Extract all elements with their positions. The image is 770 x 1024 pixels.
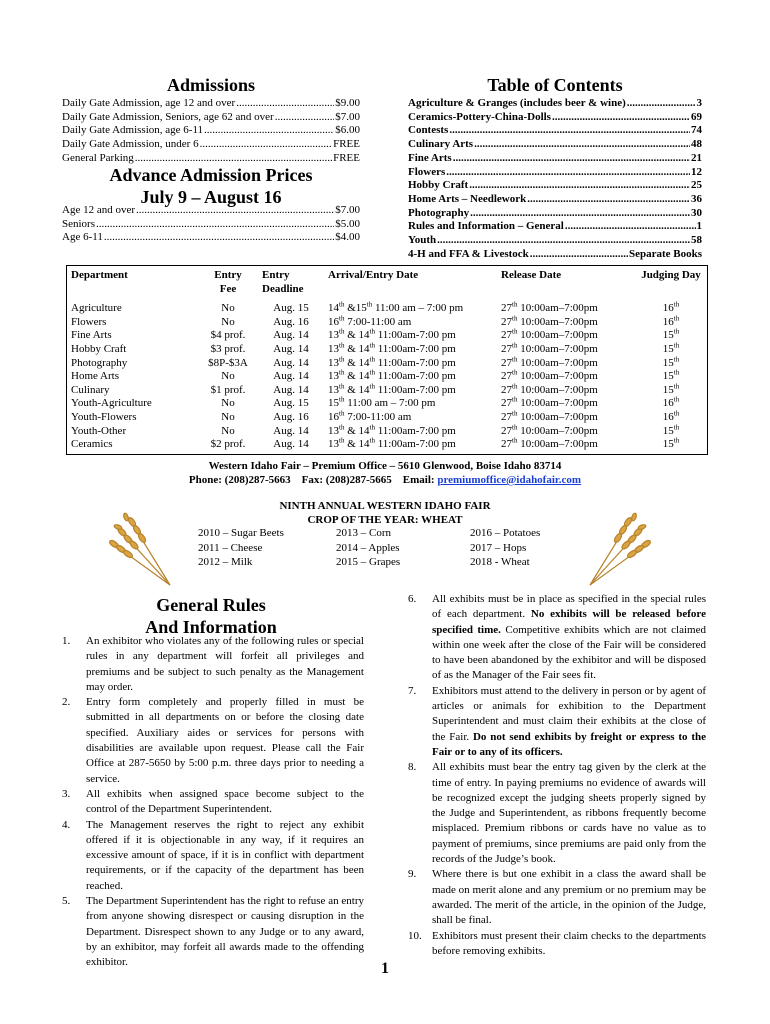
cell-judging: 15th <box>662 382 680 396</box>
cell-release: 27th 10:00am–7:00pm <box>501 382 598 396</box>
crop-years-col2 <box>336 526 466 570</box>
office-contacts <box>0 473 770 487</box>
rule-item: 5. The Department Superintendent has the right to refuse an entry from anyone showing disrespect or causing disruption in the Department. Disrespect shown to any Judge or to any award, by an exhibitor, may forfeit all awards made to the offending exhibitor. <box>62 895 364 969</box>
row-label: Hobby Craft <box>408 179 469 192</box>
toc-item <box>408 234 702 248</box>
cell-entry-deadline: Aug. 14 <box>273 342 309 355</box>
rules-title-line2: And Information <box>145 617 277 637</box>
rule-item: 2. Entry form completely and properly filled in must be submitted in all departments on or before the closing date specified. Auxiliary aides or services for persons with disabilities are available upon request. Please call the Fair Office at 287-5650 by 5:00 p.m. three days prior to needing a service. <box>62 696 364 785</box>
cell-arrival: 13th & 14th 11:00am-7:00 pm <box>328 354 456 369</box>
row-label: Ceramics-Pottery-China-Dolls <box>408 110 551 123</box>
cell-entry-fee: No <box>221 424 235 437</box>
crop-year-item: 2014 – Apples <box>336 541 400 554</box>
crop-year-item: 2015 – Grapes <box>336 556 401 568</box>
cell-judging: 16th <box>662 395 680 410</box>
cell-entry-deadline: Aug. 14 <box>273 383 309 396</box>
row-label: General Parking <box>62 151 134 164</box>
cell-department: Home Arts <box>71 370 119 383</box>
cell-release: 27th 10:00am–7:00pm <box>501 422 598 437</box>
leader-row <box>62 111 360 125</box>
cell-entry-deadline: Aug. 16 <box>273 410 309 423</box>
row-value: $6.00 <box>335 124 360 137</box>
dot-leader <box>565 220 696 234</box>
dot-leader <box>527 193 690 207</box>
page-number: 1 <box>381 960 389 977</box>
cell-arrival: 16th 7:00-11:00 am <box>328 409 412 423</box>
leader-row <box>62 124 360 138</box>
table-row <box>67 397 707 411</box>
leader-row <box>62 218 360 232</box>
cell-release: 27th 10:00am–7:00pm <box>501 327 598 342</box>
dot-leader <box>96 218 334 232</box>
cell-arrival: 13th & 14th 11:00am-7:00 pm <box>328 422 456 437</box>
table-row <box>67 370 707 384</box>
crop-years-col3 <box>470 526 600 570</box>
crop-year-item: 2010 – Sugar Beets <box>198 527 284 539</box>
row-label: Agriculture & Granges (includes beer & wine) <box>408 97 626 109</box>
cell-judging: 16th <box>662 409 680 423</box>
row-value: 36 <box>691 192 702 205</box>
department-table <box>67 269 707 452</box>
toc-item <box>408 220 702 234</box>
cell-entry-fee: $1 prof. <box>210 383 246 396</box>
dot-leader <box>449 124 690 138</box>
department-table-frame <box>66 265 708 455</box>
rules-right-column <box>408 592 706 959</box>
crop-year-item: 2016 – Potatoes <box>470 527 541 539</box>
cell-department: Flowers <box>71 315 107 328</box>
row-value: 21 <box>691 151 702 164</box>
cell-judging: 15th <box>662 341 680 355</box>
cell-department: Youth-Agriculture <box>71 397 152 410</box>
col-header-judging: Judging Day <box>641 269 701 281</box>
toc-item <box>408 152 702 166</box>
dot-leader <box>437 234 690 248</box>
cell-arrival: 13th & 14th 11:00am-7:00 pm <box>328 382 456 396</box>
row-label: Fine Arts <box>408 151 452 164</box>
toc-item <box>408 138 702 152</box>
office-address: Western Idaho Fair – Premium Office – 5610 Glenwood, Boise Idaho 83714 <box>208 460 562 472</box>
cell-entry-fee: No <box>221 410 235 423</box>
table-row <box>67 357 707 371</box>
crop-title-line2: CROP OF THE YEAR: WHEAT <box>307 513 463 526</box>
row-label: 4-H and FFA & Livestock <box>408 247 529 260</box>
crop-year-item: 2013 – Corn <box>336 527 391 539</box>
cell-judging: 15th <box>662 327 680 342</box>
cell-entry-deadline: Aug. 14 <box>273 424 309 437</box>
row-value: 30 <box>691 206 702 219</box>
dot-leader <box>469 179 690 193</box>
rules-title-line1: General Rules <box>156 595 266 615</box>
rule-item: 7. Exhibitors must attend to the delivery in person or by agent of articles or animals for exhibition to the Department Superintendent and must claim their exhibits at the close of the Fair. Do not send exhibits by freight or express to the Fair or to any of its officers. <box>408 684 706 758</box>
admissions-list <box>62 97 360 166</box>
table-row <box>67 384 707 398</box>
col-header-department: Department <box>71 269 128 281</box>
rule-item: 1. An exhibitor who violates any of the following rules or special rules in any department will forfeit all privileges and premiums and be subject to such penalty as the Management may order. <box>62 635 364 693</box>
rule-item: 10. Exhibitors must present their claim checks to the departments before removing exhibits. <box>408 929 706 957</box>
dot-leader <box>474 138 690 152</box>
advance-list <box>62 204 360 245</box>
cell-judging: 15th <box>662 354 680 369</box>
crop-year-item: 2017 – Hops <box>470 541 527 554</box>
advance-title-line2: July 9 – August 16 <box>140 187 282 207</box>
table-row <box>67 343 707 357</box>
table-row <box>67 329 707 343</box>
department-table-body <box>67 302 707 452</box>
cell-release: 27th 10:00am–7:00pm <box>501 354 598 369</box>
crop-year-item: 2018 - Wheat <box>470 556 530 568</box>
dot-leader <box>552 111 690 125</box>
cell-arrival: 15th 11:00 am – 7:00 pm <box>328 395 436 410</box>
row-label: Home Arts – Needlework <box>408 192 527 205</box>
office-info <box>0 459 770 487</box>
cell-judging: 15th <box>662 368 680 383</box>
cell-release: 27th 10:00am–7:00pm <box>501 300 598 315</box>
toc-list <box>408 97 702 261</box>
crop-year-item: 2011 – Cheese <box>198 541 263 554</box>
cell-entry-fee: $2 prof. <box>210 438 246 451</box>
office-fax: Fax: (208)287-5665 <box>301 474 392 486</box>
dot-leader <box>453 152 690 166</box>
cell-entry-fee: No <box>221 370 235 383</box>
col-header-entry-fee: Entry Fee <box>214 269 242 295</box>
cell-arrival: 16th 7:00-11:00 am <box>328 314 412 328</box>
advance-title-line1: Advance Admission Prices <box>109 165 313 185</box>
cell-department: Youth-Other <box>71 424 127 437</box>
cell-department: Photography <box>71 356 128 369</box>
dot-leader <box>470 207 690 221</box>
col-header-entry-deadline: Entry Deadline <box>262 269 304 295</box>
dot-leader <box>136 204 334 218</box>
rules-title <box>62 594 360 638</box>
cell-department: Hobby Craft <box>71 342 127 355</box>
cell-arrival: 14th &15th 11:00 am – 7:00 pm <box>328 300 464 315</box>
row-label: Daily Gate Admission, under 6 <box>62 138 199 151</box>
toc-item <box>408 97 702 111</box>
cell-entry-deadline: Aug. 14 <box>273 356 309 369</box>
row-label: Age 6-11 <box>62 231 103 244</box>
cell-release: 27th 10:00am–7:00pm <box>501 409 598 423</box>
row-label: Daily Gate Admission, age 6-11 <box>62 124 204 137</box>
row-value: 69 <box>691 110 702 123</box>
cell-release: 27th 10:00am–7:00pm <box>501 314 598 328</box>
cell-entry-deadline: Aug. 14 <box>273 329 309 342</box>
cell-arrival: 13th & 14th 11:00am-7:00 pm <box>328 341 456 355</box>
cell-arrival: 13th & 14th 11:00am-7:00 pm <box>328 368 456 383</box>
office-email-label: Email: <box>402 474 435 486</box>
row-label: Daily Gate Admission, Seniors, age 62 and over <box>62 110 274 123</box>
office-email-link[interactable]: premiumoffice@idahofair.com <box>437 474 582 486</box>
row-label: Youth <box>408 234 437 247</box>
row-value: 3 <box>696 97 702 109</box>
table-row <box>67 316 707 330</box>
cell-judging: 15th <box>662 422 680 437</box>
leader-row <box>62 138 360 152</box>
crop-title <box>0 500 770 527</box>
table-row <box>67 425 707 439</box>
toc-item <box>408 166 702 180</box>
leader-row <box>62 231 360 245</box>
row-value: 74 <box>691 124 702 137</box>
cell-department: Ceramics <box>71 438 113 451</box>
col-header-arrival: Arrival/Entry Date <box>328 269 419 281</box>
row-value: 25 <box>691 179 702 192</box>
row-value: $4.00 <box>335 231 360 244</box>
cell-entry-deadline: Aug. 15 <box>273 302 309 315</box>
crop-title-line1: NINTH ANNUAL WESTERN IDAHO FAIR <box>279 500 491 512</box>
cell-entry-fee: $4 prof. <box>210 329 246 342</box>
row-value: FREE <box>333 138 360 151</box>
cell-release: 27th 10:00am–7:00pm <box>501 341 598 355</box>
cell-release: 27th 10:00am–7:00pm <box>501 368 598 383</box>
cell-entry-fee: $8P-$3A <box>208 356 248 369</box>
rule-item: 9. Where there is but one exhibit in a class the award shall be made on merit alone and any premium or no premium may be awarded. The merit of the article, in the opinion of the Judge, shall be final. <box>408 868 706 927</box>
cell-department: Culinary <box>71 383 110 396</box>
cell-arrival: 13th & 14th 11:00am-7:00 pm <box>328 327 456 342</box>
row-value: $9.00 <box>335 97 360 109</box>
rule-item: 8. All exhibits must bear the entry tag given by the clerk at the time of entry. In paying premiums no evidence of awards will be recognized except the judging sheets properly signed by the Judge and Superintendent, as ribbons frequently become misplaced. Premium ribbons or cards have no value as to payment of premiums, since premiums are paid only from the records of the Judge’s book. <box>408 761 706 866</box>
cell-release: 27th 10:00am–7:00pm <box>501 395 598 410</box>
rule-item: 3. All exhibits when assigned space become subject to the control of the Department Superintendent. <box>62 787 364 816</box>
toc-item <box>408 179 702 193</box>
toc-item <box>408 124 702 138</box>
dot-leader <box>530 248 628 262</box>
cell-judging: 16th <box>662 300 680 315</box>
row-label: Contests <box>408 124 449 137</box>
cell-entry-deadline: Aug. 16 <box>273 315 309 328</box>
row-label: Seniors <box>62 217 95 230</box>
cell-entry-fee: No <box>221 302 235 315</box>
toc-item <box>408 111 702 125</box>
cell-release: 27th 10:00am–7:00pm <box>501 436 598 451</box>
leader-row <box>62 204 360 218</box>
row-value: 12 <box>691 165 702 178</box>
toc-title: Table of Contents <box>487 75 623 95</box>
cell-entry-fee: No <box>221 315 235 328</box>
cell-arrival: 13th & 14th 11:00am-7:00 pm <box>328 436 456 451</box>
cell-entry-deadline: Aug. 14 <box>273 370 309 383</box>
col-header-release: Release Date <box>501 269 562 281</box>
advance-title <box>62 164 360 208</box>
dot-leader <box>627 97 696 111</box>
row-label: Rules and Information – General <box>408 220 564 233</box>
table-row <box>67 302 707 316</box>
crop-year-item: 2012 – Milk <box>198 556 253 568</box>
row-value: 1 <box>696 220 702 233</box>
cell-entry-fee: $3 prof. <box>210 342 246 355</box>
cell-department: Youth-Flowers <box>71 410 137 423</box>
toc-item <box>408 248 702 262</box>
dot-leader <box>200 138 333 152</box>
rule-item: 6. All exhibits must be in place as specified in the special rules of each department. No exhibits will be released before specified time. Competitive exhibits which are not claimed within one week after the close of the Fair will be considered to have been abandoned by the exhibitor and will be disposed of as the Manager of the Fair sees fit. <box>408 593 706 682</box>
row-value: $5.00 <box>335 217 360 230</box>
row-label: Flowers <box>408 165 446 178</box>
table-row <box>67 411 707 425</box>
dot-leader <box>446 166 690 180</box>
cell-judging: 15th <box>662 436 680 451</box>
cell-department: Fine Arts <box>71 329 112 342</box>
dot-leader <box>236 97 334 111</box>
row-value: 48 <box>691 138 702 151</box>
dot-leader <box>275 111 335 125</box>
cell-entry-deadline: Aug. 15 <box>273 397 309 410</box>
row-value: $7.00 <box>335 204 360 216</box>
row-value: 58 <box>691 234 702 247</box>
crop-years-col1 <box>198 526 338 570</box>
cell-entry-deadline: Aug. 14 <box>273 438 309 451</box>
row-label: Daily Gate Admission, age 12 and over <box>62 97 236 109</box>
row-value: FREE <box>333 151 360 164</box>
cell-entry-fee: No <box>221 397 235 410</box>
office-phone: Phone: (208)287-5663 <box>188 474 291 486</box>
row-value: Separate Books <box>628 247 702 260</box>
cell-judging: 16th <box>662 314 680 328</box>
admissions-title: Admissions <box>166 75 256 95</box>
toc-item <box>408 207 702 221</box>
rules-left-column <box>62 634 364 971</box>
row-label: Culinary Arts <box>408 138 474 151</box>
toc-item <box>408 193 702 207</box>
leader-row <box>62 97 360 111</box>
cell-department: Agriculture <box>71 302 122 315</box>
row-label: Age 12 and over <box>62 204 136 216</box>
dot-leader <box>204 124 334 138</box>
row-value: $7.00 <box>335 110 360 123</box>
table-row <box>67 438 707 452</box>
rule-item: 4. The Management reserves the right to reject any exhibit offered if it is objectionable in any way, if it requires an excessive amount of space, if it is in conflict with department requirements, or if the capacity of the department has been reached. <box>62 818 364 892</box>
dot-leader <box>104 231 334 245</box>
row-label: Photography <box>408 206 470 219</box>
